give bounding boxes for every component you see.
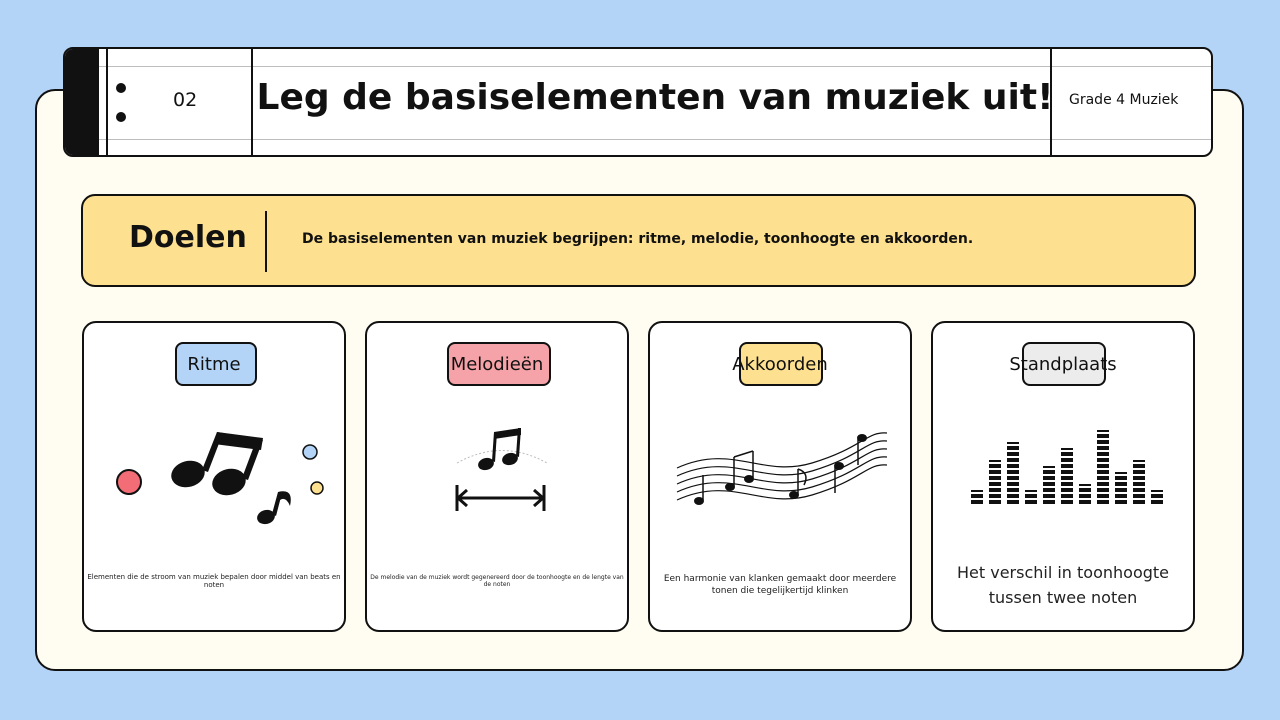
card-akkoorden bbox=[648, 321, 912, 632]
card-title: Standplaats bbox=[1009, 354, 1117, 375]
ruled-line bbox=[99, 66, 1211, 67]
card-description: Het verschil in toonhoogte tussen twee noten bbox=[956, 563, 1170, 607]
equalizer-icon bbox=[969, 428, 1169, 508]
goals-divider bbox=[265, 211, 267, 272]
header-divider bbox=[251, 49, 253, 155]
card-description: Een harmonie van klanken gemaakt door meerdere tonen die tegelijkertijd klinken bbox=[663, 574, 897, 596]
card-title: Melodieën bbox=[450, 354, 544, 375]
card-description: Elementen die de stroom van muziek bepalen door middel van beats en noten bbox=[87, 573, 341, 589]
card-description: De melodie van de muziek wordt gegenereerd door de toonhoogte en de lengte van de noten bbox=[370, 574, 624, 588]
binder-hole bbox=[116, 83, 126, 93]
card-standplaats bbox=[931, 321, 1195, 632]
music-notes-icon bbox=[104, 418, 334, 533]
grade-label: Grade 4 Muziek bbox=[1069, 92, 1179, 108]
card-title: Ritme bbox=[187, 354, 241, 375]
ruled-line bbox=[99, 139, 1211, 140]
slide-header bbox=[63, 47, 1213, 157]
card-title: Akkoorden bbox=[732, 354, 828, 375]
notebook-spine bbox=[65, 49, 99, 155]
card-ritme bbox=[82, 321, 346, 632]
goals-text: De basiselementen van muziek begrijpen: ritme, melodie, toonhoogte en akkoorden. bbox=[302, 231, 974, 247]
goals-label: Doelen bbox=[129, 220, 247, 255]
note-length-icon bbox=[447, 423, 557, 523]
slide-title: Leg de basiselementen van muziek uit! bbox=[256, 77, 1054, 118]
goals-banner bbox=[81, 194, 1196, 287]
slide-number: 02 bbox=[173, 89, 198, 111]
card-melodieen bbox=[365, 321, 629, 632]
margin-line bbox=[106, 49, 108, 155]
music-staff-icon bbox=[672, 423, 892, 523]
binder-hole bbox=[116, 112, 126, 122]
